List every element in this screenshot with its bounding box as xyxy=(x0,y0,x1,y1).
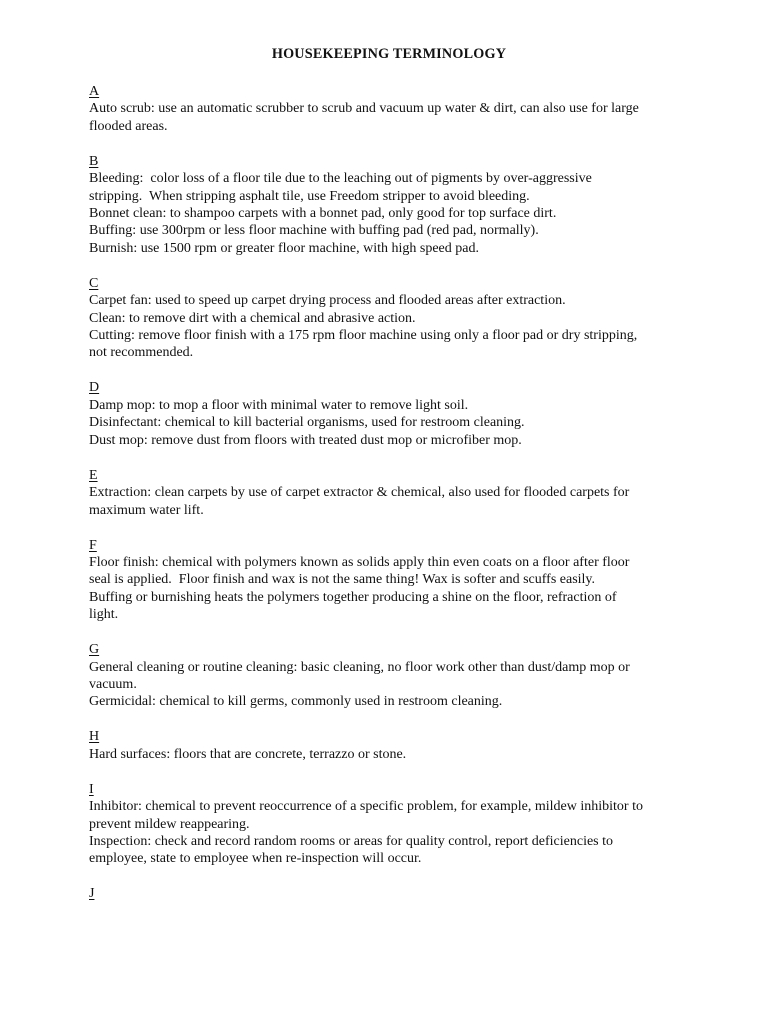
section-letter: D xyxy=(89,380,100,396)
definition-line: Carpet fan: used to speed up carpet drying process and flooded areas after extraction. xyxy=(89,293,566,309)
definition-line: Extraction: clean carpets by use of carpet extractor & chemical, also used for flooded carpets for xyxy=(89,485,630,501)
definition-line: Bonnet clean: to shampoo carpets with a bonnet pad, only good for top surface dirt. xyxy=(89,206,557,222)
section-letter: H xyxy=(89,729,100,745)
section-e xyxy=(89,467,689,519)
definition-line: Buffing: use 300rpm or less floor machine with buffing pad (red pad, normally). xyxy=(89,223,539,239)
definition-line: Inhibitor: chemical to prevent reoccurrence of a specific problem, for example, mildew inhibitor to xyxy=(89,799,643,815)
section-letter: C xyxy=(89,275,99,291)
definition-line: General cleaning or routine cleaning: basic cleaning, no floor work other than dust/damp mop or xyxy=(89,659,630,675)
section-c xyxy=(89,275,689,362)
definition-line: Damp mop: to mop a floor with minimal water to remove light soil. xyxy=(89,397,469,413)
section-a xyxy=(89,83,689,135)
section-i xyxy=(89,781,689,868)
section-f xyxy=(89,537,689,624)
definition-line: Bleeding: color loss of a floor tile due to the leaching out of pigments by over-aggressive xyxy=(89,171,592,187)
definition-line: Hard surfaces: floors that are concrete, terrazzo or stone. xyxy=(89,746,407,762)
definition-line: Cutting: remove floor finish with a 175 rpm floor machine using only a floor pad or dry stripping, xyxy=(89,328,638,344)
section-d xyxy=(89,379,689,449)
definition-line: Germicidal: chemical to kill germs, commonly used in restroom cleaning. xyxy=(89,694,503,710)
section-letter: J xyxy=(89,886,95,902)
definition-line: employee, state to employee when re-inspection will occur. xyxy=(89,851,422,867)
document-page xyxy=(89,44,689,920)
definition-line: light. xyxy=(89,607,119,623)
section-g xyxy=(89,641,689,711)
definition-line: Buffing or burnishing heats the polymers together producing a shine on the floor, refraction of xyxy=(89,589,617,605)
definition-line: seal is applied. Floor finish and wax is not the same thing! Wax is softer and scuffs easily. xyxy=(89,572,596,588)
section-letter: A xyxy=(89,84,100,99)
definition-line: Auto scrub: use an automatic scrubber to scrub and vacuum up water & dirt, can also use for large xyxy=(89,101,639,117)
definition-line: flooded areas. xyxy=(89,118,168,134)
section-letter: F xyxy=(89,537,97,553)
section-b xyxy=(89,153,689,257)
section-j xyxy=(89,885,689,902)
definition-line: Floor finish: chemical with polymers known as solids apply thin even coats on a floor after floor xyxy=(89,554,630,570)
definition-line: Disinfectant: chemical to kill bacterial organisms, used for restroom cleaning. xyxy=(89,415,525,431)
definition-line: Burnish: use 1500 rpm or greater floor machine, with high speed pad. xyxy=(89,240,479,256)
section-letter: G xyxy=(89,642,100,658)
definition-line: stripping. When stripping asphalt tile, use Freedom stripper to avoid bleeding. xyxy=(89,188,530,204)
document-title: HOUSEKEEPING TERMINOLOGY xyxy=(271,46,507,62)
definition-line: Inspection: check and record random rooms or areas for quality control, report deficiencies to xyxy=(89,833,614,849)
definition-line: prevent mildew reappearing. xyxy=(89,816,250,832)
definition-line: not recommended. xyxy=(89,345,194,361)
definition-line: Clean: to remove dirt with a chemical and abrasive action. xyxy=(89,310,416,326)
section-h xyxy=(89,728,689,763)
section-letter: E xyxy=(89,467,98,483)
section-letter: I xyxy=(89,781,94,797)
definition-line: vacuum. xyxy=(89,676,137,692)
section-letter: B xyxy=(89,153,99,169)
definition-line: Dust mop: remove dust from floors with treated dust mop or microfiber mop. xyxy=(89,432,522,448)
definition-line: maximum water lift. xyxy=(89,502,204,518)
